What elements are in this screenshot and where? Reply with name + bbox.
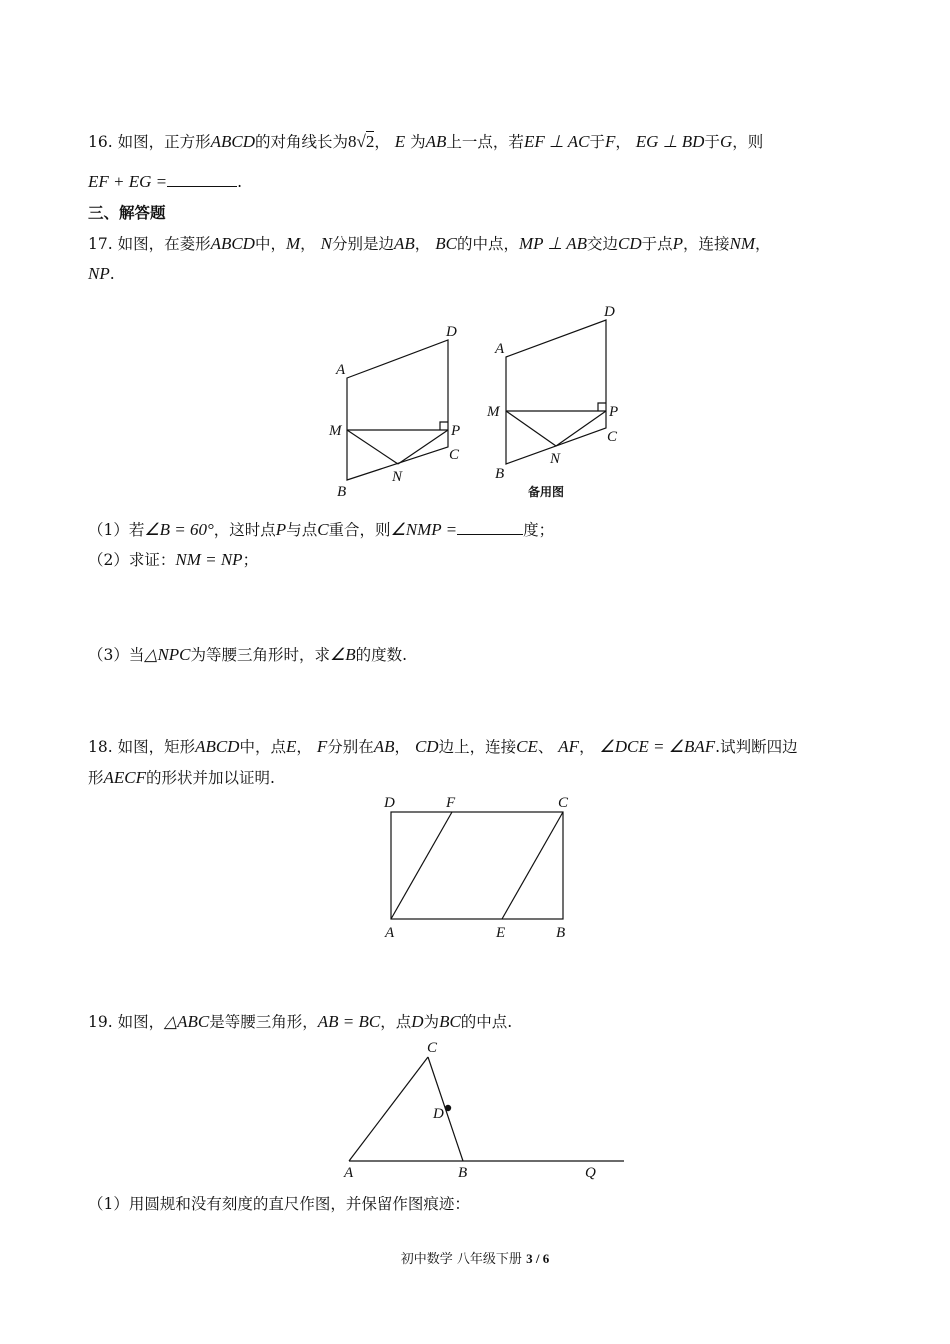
q17-text: （2）求证： [88, 551, 176, 569]
q17-text: 度； [523, 521, 555, 539]
q19-label-b: B [458, 1165, 468, 1181]
right-angle-mark [440, 422, 448, 430]
q17-text: ，连接 [683, 235, 730, 253]
q17-point-n: N [320, 234, 332, 253]
q18-text: ， [579, 738, 595, 756]
q16-line1: 16. 如图，正方形ABCD的对角线长为8√2， E 为AB上一点，若EF ⊥ AC于F， EG ⊥ BD于G，则 [88, 132, 764, 151]
q16-number: 16. 如图， [88, 133, 165, 151]
rhombus-outline [347, 340, 448, 480]
q19-text: 为 [423, 1013, 440, 1031]
q17-angle-nmp: ∠NMP = [390, 520, 458, 539]
q17-text: 分别是边 [331, 235, 394, 253]
q16-square: ABCD [210, 132, 255, 151]
spare-figure-caption: 备用图 [528, 485, 565, 499]
q19-label-c: C [427, 1040, 438, 1056]
q16-text: 的对角线长为 [254, 133, 348, 151]
q16-text: ，则 [732, 133, 764, 151]
q16-text: 于 [589, 133, 605, 151]
q18-figure [391, 812, 563, 919]
q19-sub1: （1）用圆规和没有刻度的直尺作图，并保留作图痕迹： [88, 1195, 470, 1213]
q18-segment: CE [516, 737, 538, 756]
q17-text: 中， [254, 235, 286, 253]
q17-segment: NM [729, 234, 756, 253]
q18-text: 的形状并加以证明. [146, 769, 275, 787]
q17-answer-blank[interactable] [457, 520, 523, 535]
q17-text: 为等腰三角形时，求 [190, 646, 331, 664]
q17-line2 [88, 264, 115, 284]
q17-segment: AB [393, 234, 415, 253]
q17-angle-b: ∠B = 60° [144, 520, 214, 539]
q18-label-d: D [384, 795, 395, 811]
q16-line2 [88, 172, 242, 192]
q19-label-q: Q [585, 1165, 596, 1181]
q18-rectangle: ABCD [195, 737, 240, 756]
q17-perp: MP ⊥ AB [518, 234, 587, 253]
label-m2: M [487, 404, 500, 420]
q18-text: 形 [88, 769, 104, 787]
q16-point-g: G [719, 132, 733, 151]
label-b: B [337, 484, 347, 500]
q17-text: ； [242, 551, 259, 569]
q19-text: ，点 [380, 1013, 412, 1031]
q18-point: E [285, 737, 297, 756]
q19-text: 19. 如图， [88, 1013, 165, 1031]
q17-line1 [88, 234, 771, 254]
q16-text: ， [615, 133, 631, 151]
q17-text: ， [414, 235, 431, 253]
q16-length: 8 [348, 132, 357, 151]
q16-cond2: EG ⊥ BD [635, 132, 705, 151]
footer-subject: 初中数学 八年级下册 [400, 1252, 522, 1267]
label-d: D [446, 324, 457, 340]
q18-text: ， [394, 738, 411, 756]
q17-sub2 [88, 550, 258, 570]
q18-text: 分别在 [327, 738, 374, 756]
q17-text: ，这时点 [213, 521, 276, 539]
q17-triangle: △NPC [144, 645, 191, 664]
label-c: C [449, 447, 460, 463]
q16-expression: EF + EG = [88, 172, 168, 191]
q18-text: 边上，连接 [438, 738, 517, 756]
q19-line1 [88, 1012, 512, 1032]
q16-cond1: EF ⊥ AC [523, 132, 590, 151]
q18-point: F [316, 737, 328, 756]
footer-page-number: 3 / 6 [526, 1251, 550, 1266]
q18-text: 、 [537, 738, 554, 756]
q17-sub1 [88, 520, 554, 540]
q17-equation: NM = NP [175, 550, 243, 569]
q17-text: 于点 [641, 235, 673, 253]
q17-figure-spare [506, 320, 606, 464]
q19-figure [349, 1057, 624, 1161]
q19-equation: AB = BC [317, 1012, 381, 1031]
q16-point-e: E [394, 132, 406, 151]
label-m: M [329, 423, 342, 439]
q17-text: ， [755, 235, 771, 253]
q17-text: ， [300, 235, 316, 253]
q16-text: 于 [704, 133, 720, 151]
q17-point: P [275, 520, 287, 539]
label-b2: B [495, 466, 505, 482]
q17-angle: ∠B [330, 645, 356, 664]
q18-segment: CD [414, 737, 439, 756]
label-c2: C [607, 429, 618, 445]
q18-quadrilateral: AECF [103, 768, 147, 787]
q17-point-p: P [672, 234, 684, 253]
q17-text: 重合，则 [328, 521, 391, 539]
q17-text: （3）当 [88, 646, 145, 664]
q17-text: 交边 [586, 235, 618, 253]
q17-text: （1）若 [88, 521, 145, 539]
q17-text: . [109, 265, 115, 283]
label-p: P [451, 423, 461, 439]
q18-text: .试判断四边 [715, 738, 798, 756]
q17-text: 17. 如图，在菱形 [88, 235, 211, 253]
segment-mn [347, 430, 398, 464]
q18-label-b: B [556, 925, 566, 941]
q18-label-c: C [558, 795, 569, 811]
q16-point-f: F [604, 132, 616, 151]
section-heading: 三、解答题 [88, 203, 166, 222]
q18-angle-eq: ∠DCE = ∠BAF [599, 737, 716, 756]
label-a2: A [495, 341, 505, 357]
q19-label-a: A [344, 1165, 354, 1181]
q19-point: D [411, 1012, 424, 1031]
q18-text: ， [296, 738, 312, 756]
label-n2: N [550, 451, 561, 467]
label-n: N [392, 469, 403, 485]
q19-point-d-dot [445, 1105, 451, 1111]
q16-text: 上一点，若 [446, 133, 524, 151]
q18-line2 [88, 768, 275, 788]
q16-answer-blank[interactable] [167, 172, 237, 187]
q17-text: 与点 [286, 521, 318, 539]
q17-point-m: M [285, 234, 301, 253]
q16-text: 正方形 [164, 133, 211, 151]
q17-segment: BC [435, 234, 457, 253]
page-footer [0, 1248, 950, 1267]
q16-text: . [237, 173, 243, 191]
q16-text: ， [374, 133, 390, 151]
q17-text: 的度数. [355, 646, 408, 664]
q17-rhombus: ABCD [210, 234, 255, 253]
q19-segment: BC [439, 1012, 461, 1031]
q17-sub3 [88, 645, 407, 665]
q16-segment-ab: AB [425, 132, 447, 151]
q19-text: 的中点. [460, 1013, 513, 1031]
q16-radicand: 2 [365, 132, 375, 151]
q19-label-d: D [433, 1106, 444, 1122]
label-p2: P [609, 404, 619, 420]
q17-segment: CD [617, 234, 642, 253]
q18-text: 18. 如图，矩形 [88, 738, 196, 756]
q18-text: 中，点 [239, 738, 286, 756]
q18-label-e: E [496, 925, 506, 941]
q18-label-a: A [385, 925, 395, 941]
q18-line1 [88, 737, 798, 757]
q19-text: 是等腰三角形， [209, 1013, 318, 1031]
segment-np [398, 430, 448, 464]
q16-text: 为 [410, 133, 426, 151]
q17-point: C [317, 520, 329, 539]
label-a: A [336, 362, 346, 378]
q19-triangle: △ABC [164, 1012, 210, 1031]
q18-segment: AB [373, 737, 395, 756]
q17-text: 的中点， [456, 235, 519, 253]
q18-segment: AF [558, 737, 580, 756]
label-d2: D [604, 304, 615, 320]
q17-segment: NP [88, 264, 110, 283]
q18-label-f: F [446, 795, 456, 811]
